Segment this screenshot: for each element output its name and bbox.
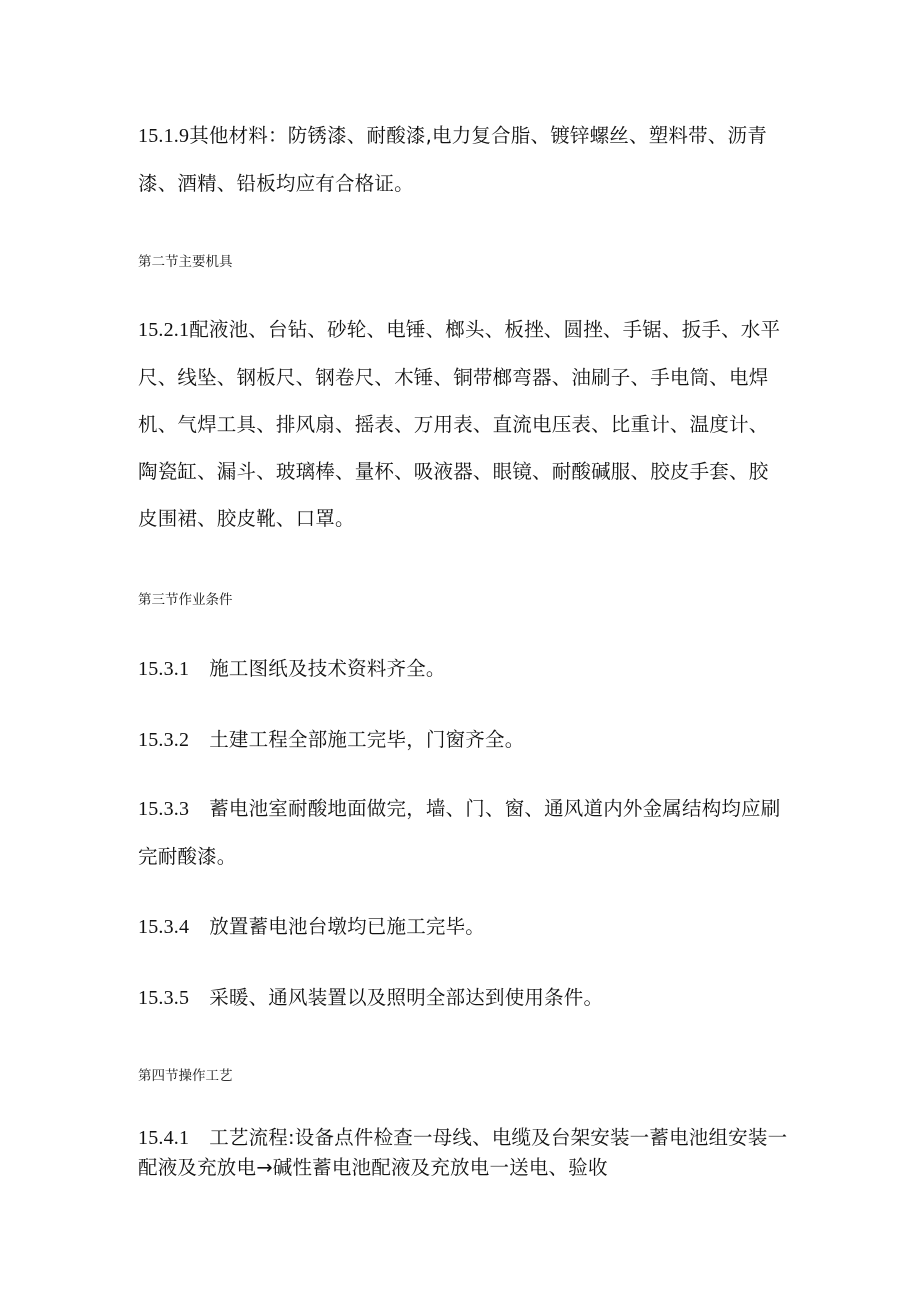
paragraph-15-1-9 xyxy=(138,112,788,207)
clause-number: 15.1.9 xyxy=(138,125,190,147)
paragraph-15-3-1 xyxy=(138,645,788,693)
clause-number: 15.3.2 xyxy=(138,729,190,751)
paragraph-15-3-3 xyxy=(138,785,788,880)
clause-text: 采暖、通风装置以及照明全部达到使用条件。 xyxy=(209,986,604,1009)
section-heading-4: 第四节操作工艺 xyxy=(138,1068,233,1084)
clause-number: 15.4.1 xyxy=(138,1127,190,1149)
clause-number: 15.3.4 xyxy=(138,916,190,938)
paragraph-15-3-4 xyxy=(138,903,788,951)
paragraph-15-3-2 xyxy=(138,716,788,764)
clause-text: 配液池、台钻、砂轮、电锤、榔头、板挫、圆挫、手锯、扳手、水平尺、线坠、钢板尺、钢卷尺、木锤、铜带榔弯器、油刷子、手电筒、电焊机、气焊工具、排风扇、摇表、万用表、直流电压表、比重计、温度计、陶瓷缸、漏斗、玻璃棒、量杯、吸液器、眼镜、耐酸碱服、胶皮手套、胶皮围裙、胶皮靴、口罩。 xyxy=(138,318,781,530)
clause-text: 施工图纸及技术资料齐全。 xyxy=(209,657,446,680)
clause-text: 土建工程全部施工完毕，门窗齐全。 xyxy=(209,728,525,751)
clause-number: 15.3.3 xyxy=(138,798,190,820)
clause-number: 15.2.1 xyxy=(138,319,190,341)
clause-text: 放置蓄电池台墩均已施工完毕。 xyxy=(209,915,486,938)
clause-text: 其他材料：防锈漆、耐酸漆,电力复合脂、镀锌螺丝、塑料带、沥青漆、酒精、铅板均应有合格证。 xyxy=(138,124,767,195)
clause-text: 蓄电池室耐酸地面做完，墙、门、窗、通风道内外金属结构均应刷完耐酸漆。 xyxy=(138,797,781,868)
paragraph-15-4-1 xyxy=(138,1123,788,1183)
paragraph-15-2-1 xyxy=(138,306,788,542)
paragraph-15-3-5 xyxy=(138,974,788,1022)
clause-number: 15.3.1 xyxy=(138,658,190,680)
clause-text: 工艺流程:设备点件检查一母线、电缆及台架安装一蓄电池组安装一配液及充放电→碱性蓄电池配液及充放电一送电、验收 xyxy=(138,1126,788,1179)
clause-number: 15.3.5 xyxy=(138,987,190,1009)
section-heading-3: 第三节作业条件 xyxy=(138,592,233,608)
section-heading-2: 第二节主要机具 xyxy=(138,254,233,270)
